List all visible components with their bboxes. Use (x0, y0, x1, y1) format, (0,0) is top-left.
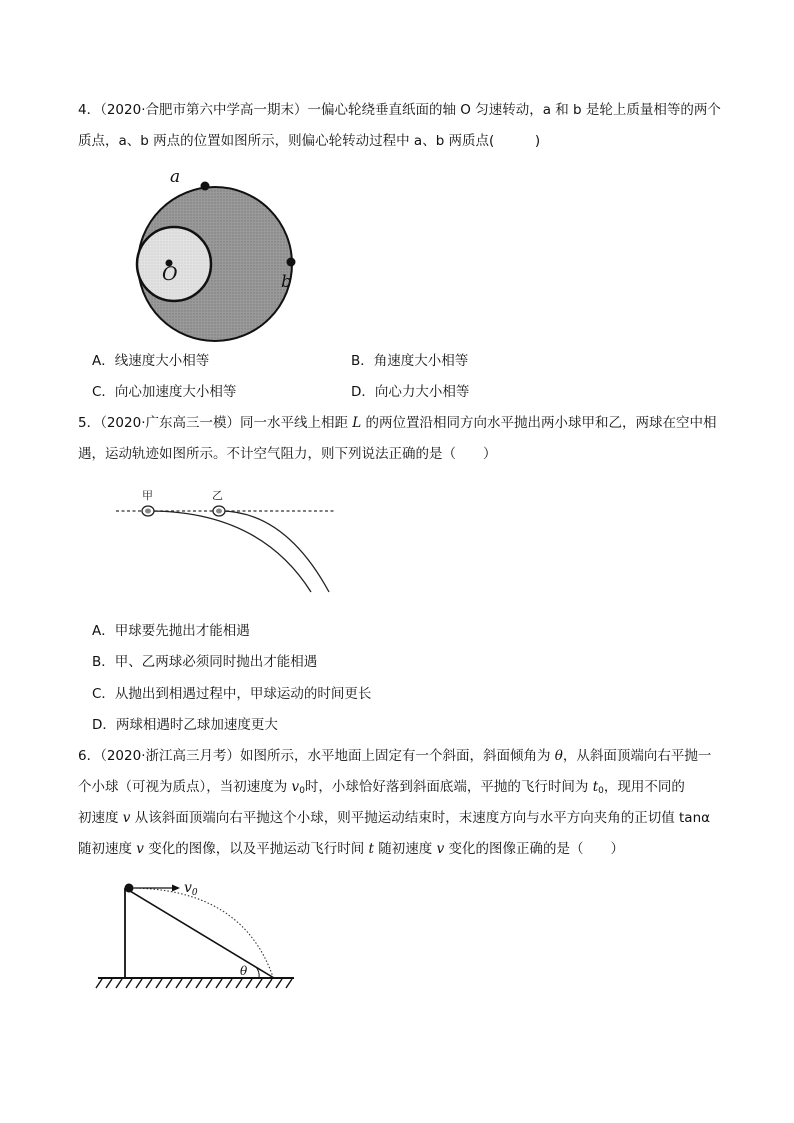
label-theta: θ (240, 964, 248, 978)
q4-option-c[interactable]: C．向心加速度大小相等 (92, 384, 237, 400)
q4-option-d[interactable]: D．向心力大小相等 (351, 384, 470, 400)
trajectory-jia (149, 511, 311, 592)
q4-option-b[interactable]: B．角速度大小相等 (351, 353, 469, 369)
label-yi: 乙 (212, 489, 223, 502)
var-l: L (352, 415, 362, 431)
ball (125, 884, 134, 893)
q4-option-a[interactable]: A．线速度大小相等 (92, 353, 210, 369)
q5-option-b[interactable]: B．甲、乙两球必须同时抛出才能相遇 (92, 654, 318, 670)
q4-stem-line2: 质点，a、b 两点的位置如图所示，则偏心轮转动过程中 a、b 两质点( ) (78, 133, 541, 149)
ground-hatching (96, 979, 292, 988)
q6-stem-line2: 个小球（可视为质点），当初速度为 $v_0$时，小球恰好落到斜面底端，平抛的飞行时间为 $t_0$，现用不同的 (78, 779, 685, 796)
q4-eccentric-wheel-figure (118, 160, 308, 345)
incline-surface (125, 888, 274, 978)
var-theta: θ (554, 748, 563, 764)
q5-stem-line2: 遇，运动轨迹如图所示。不计空气阻力，则下列说法正确的是（ ） (78, 446, 497, 462)
trajectory-yi (220, 511, 329, 592)
q6-incline-figure (92, 873, 307, 998)
label-jia: 甲 (142, 489, 153, 502)
label-o: O (162, 263, 178, 285)
q5-stem-line1: 5．（2020·广东高三一模）同一水平线上相距 L 的两位置沿相同方向水平抛出两小球甲和乙，两球在空中相 (78, 415, 717, 431)
q5-option-a[interactable]: A．甲球要先抛出才能相遇 (92, 623, 250, 639)
point-b (287, 258, 296, 267)
q5-trajectory-figure (110, 482, 340, 597)
q6-stem-line4: 随初速度 v 变化的图像，以及平抛运动飞行时间 t 随初速度 v 变化的图像正确的是（ ） (78, 841, 624, 857)
q6-stem-line3: 初速度 v 从该斜面顶端向右平抛这个小球，则平抛运动结束时，末速度方向与水平方向夹角的正切值 tanα (78, 810, 711, 826)
point-a (201, 182, 210, 191)
q5-option-d[interactable]: D．两球相遇时乙球加速度更大 (92, 717, 278, 733)
label-a: a (170, 167, 181, 187)
label-b: b (281, 272, 292, 292)
q6-stem-line1: 6．（2020·浙江高三月考）如图所示，水平地面上固定有一个斜面，斜面倾角为 θ，从斜面顶端向右平抛一 (78, 748, 712, 764)
q4-stem-line1: 4．（2020·合肥市第六中学高一期末）一偏心轮绕垂直纸面的轴 O 匀速转动，a 和 b 是轮上质量相等的两个 (78, 102, 721, 118)
label-v0: $v_0$ (184, 880, 198, 898)
q5-option-c[interactable]: C．从抛出到相遇过程中，甲球运动的时间更长 (92, 686, 372, 702)
